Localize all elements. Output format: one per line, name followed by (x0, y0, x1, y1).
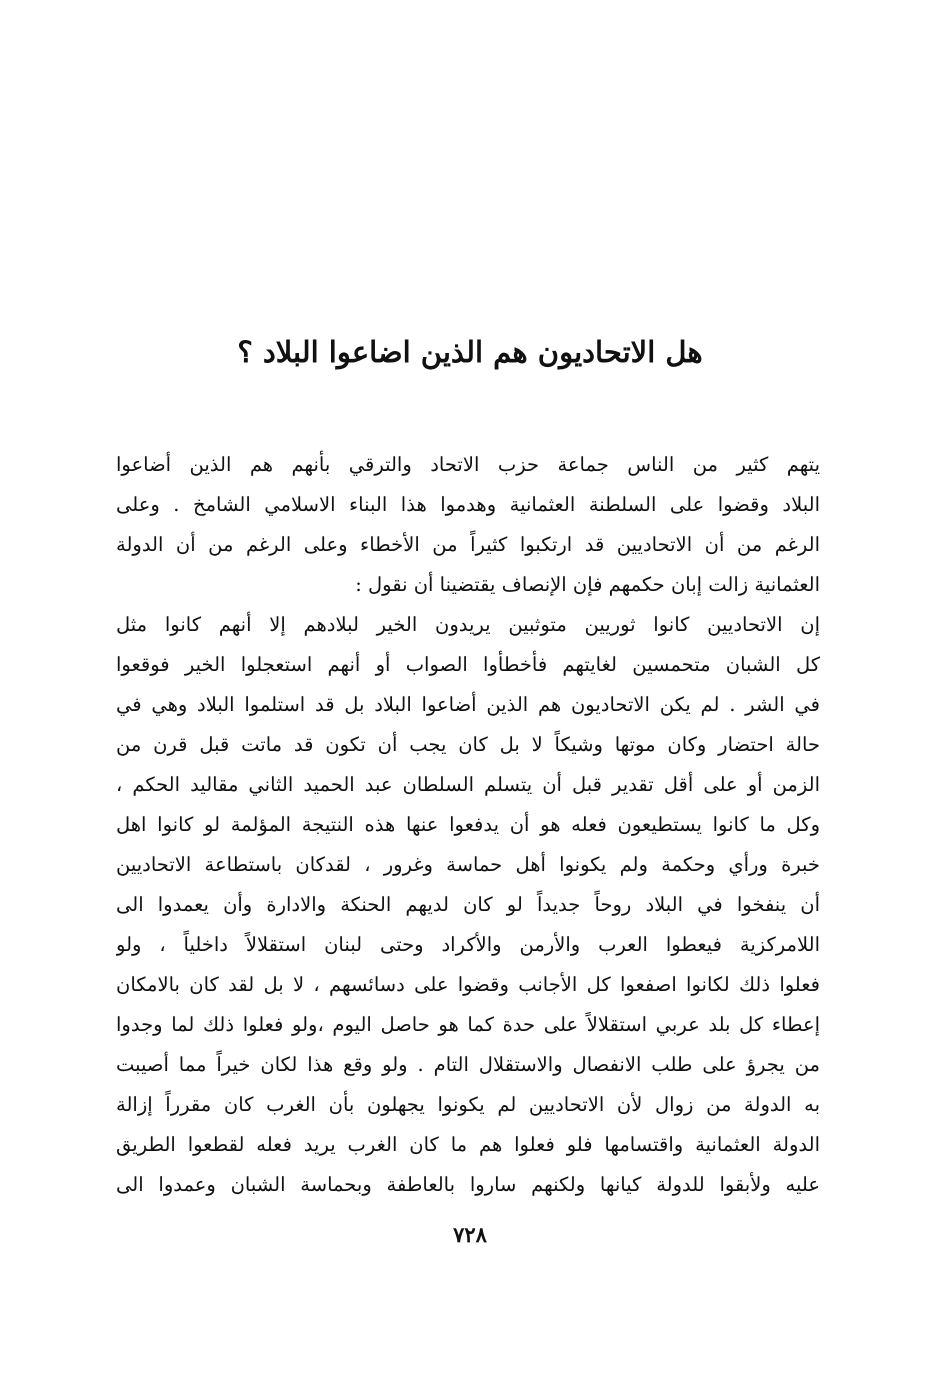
text-line: الزمن أو على أقل تقدير قبل أن يتسلم السلطان عبد الحميد الثاني مقاليد الحكم ، (116, 773, 820, 796)
text-line: العثمانية زالت إبان حكمهم فإن الإنصاف يقتضينا أن نقول : (355, 573, 820, 596)
text-line: البلاد وقضوا على السلطنة العثمانية وهدموا هذا البناء الاسلامي الشامخ . وعلى (116, 493, 820, 516)
text-line: إن الاتحاديين كانوا ثوريين متوثبين يريدون الخير لبلادهم إلا أنهم كانوا مثل (116, 613, 820, 636)
paragraph-2 (116, 605, 820, 1205)
text-line: إعطاء كل بلد عربي استقلالاً على حدة كما هو حاصل اليوم ،ولو فعلوا ذلك لما وجدوا (116, 1013, 820, 1036)
text-line: أن ينفخوا في البلاد روحاً جديداً لو كان لديهم الحنكة والادارة وأن يعمدوا الى (116, 893, 820, 916)
text-line: فعلوا ذلك لكانوا اصفعوا كل الأجانب وقضوا على دسائسهم ، لا بل لقد كان بالامكان (116, 973, 820, 996)
text-line: كل الشبان متحمسين لغايتهم فأخطأوا الصواب أو أنهم استعجلوا الخير فوقعوا (116, 653, 820, 676)
text-line: الرغم من أن الاتحاديين قد ارتكبوا كثيراً من الأخطاء وعلى الرغم من أن الدولة (116, 533, 820, 556)
text-line: الدولة العثمانية واقتسامها فلو فعلوا هم ما كان الغرب يريد فعله لقطعوا الطريق (116, 1133, 820, 1156)
text-line: يتهم كثير من الناس جماعة حزب الاتحاد والترقي بأنهم هم الذين أضاعوا (116, 453, 820, 476)
text-line: خبرة ورأي وحكمة ولم يكونوا أهل حماسة وغرور ، لقدكان باستطاعة الاتحاديين (116, 853, 820, 876)
paragraph-1 (116, 445, 820, 605)
page-number: ٧٢٨ (453, 1222, 487, 1247)
text-line: اللامركزية فيعطوا العرب والأرمن والأكراد وحتى لبنان استقلالاً داخلياً ، ولو (116, 933, 820, 956)
text-line: عليه ولأبقوا للدولة كيانها ولكنهم ساروا بالعاطفة وبحماسة الشبان وعمدوا الى (116, 1173, 820, 1196)
text-line: به الدولة من زوال لأن الاتحاديين لم يكونوا يجهلون بأن الغرب كان مقرراً إزالة (116, 1093, 820, 1116)
text-line: حالة احتضار وكان موتها وشيكاً لا بل كان يجب أن تكون قد ماتت قبل قرن من (116, 733, 820, 756)
text-line: من يجرؤ على طلب الانفصال والاستقلال التام . ولو وقع هذا لكان خيراً مما أصيبت (116, 1053, 820, 1076)
text-line: وكل ما كانوا يستطيعون فعله هو أن يدفعوا عنها هذه النتيجة المؤلمة لو كانوا اهل (116, 813, 820, 836)
body-text (116, 445, 820, 1205)
text-line: في الشر . لم يكن الاتحاديون هم الذين أضاعوا البلاد بل قد استلموا البلاد وهي في (116, 693, 820, 716)
page-title: هل الاتحاديون هم الذين اضاعوا البلاد ؟ (237, 335, 703, 369)
